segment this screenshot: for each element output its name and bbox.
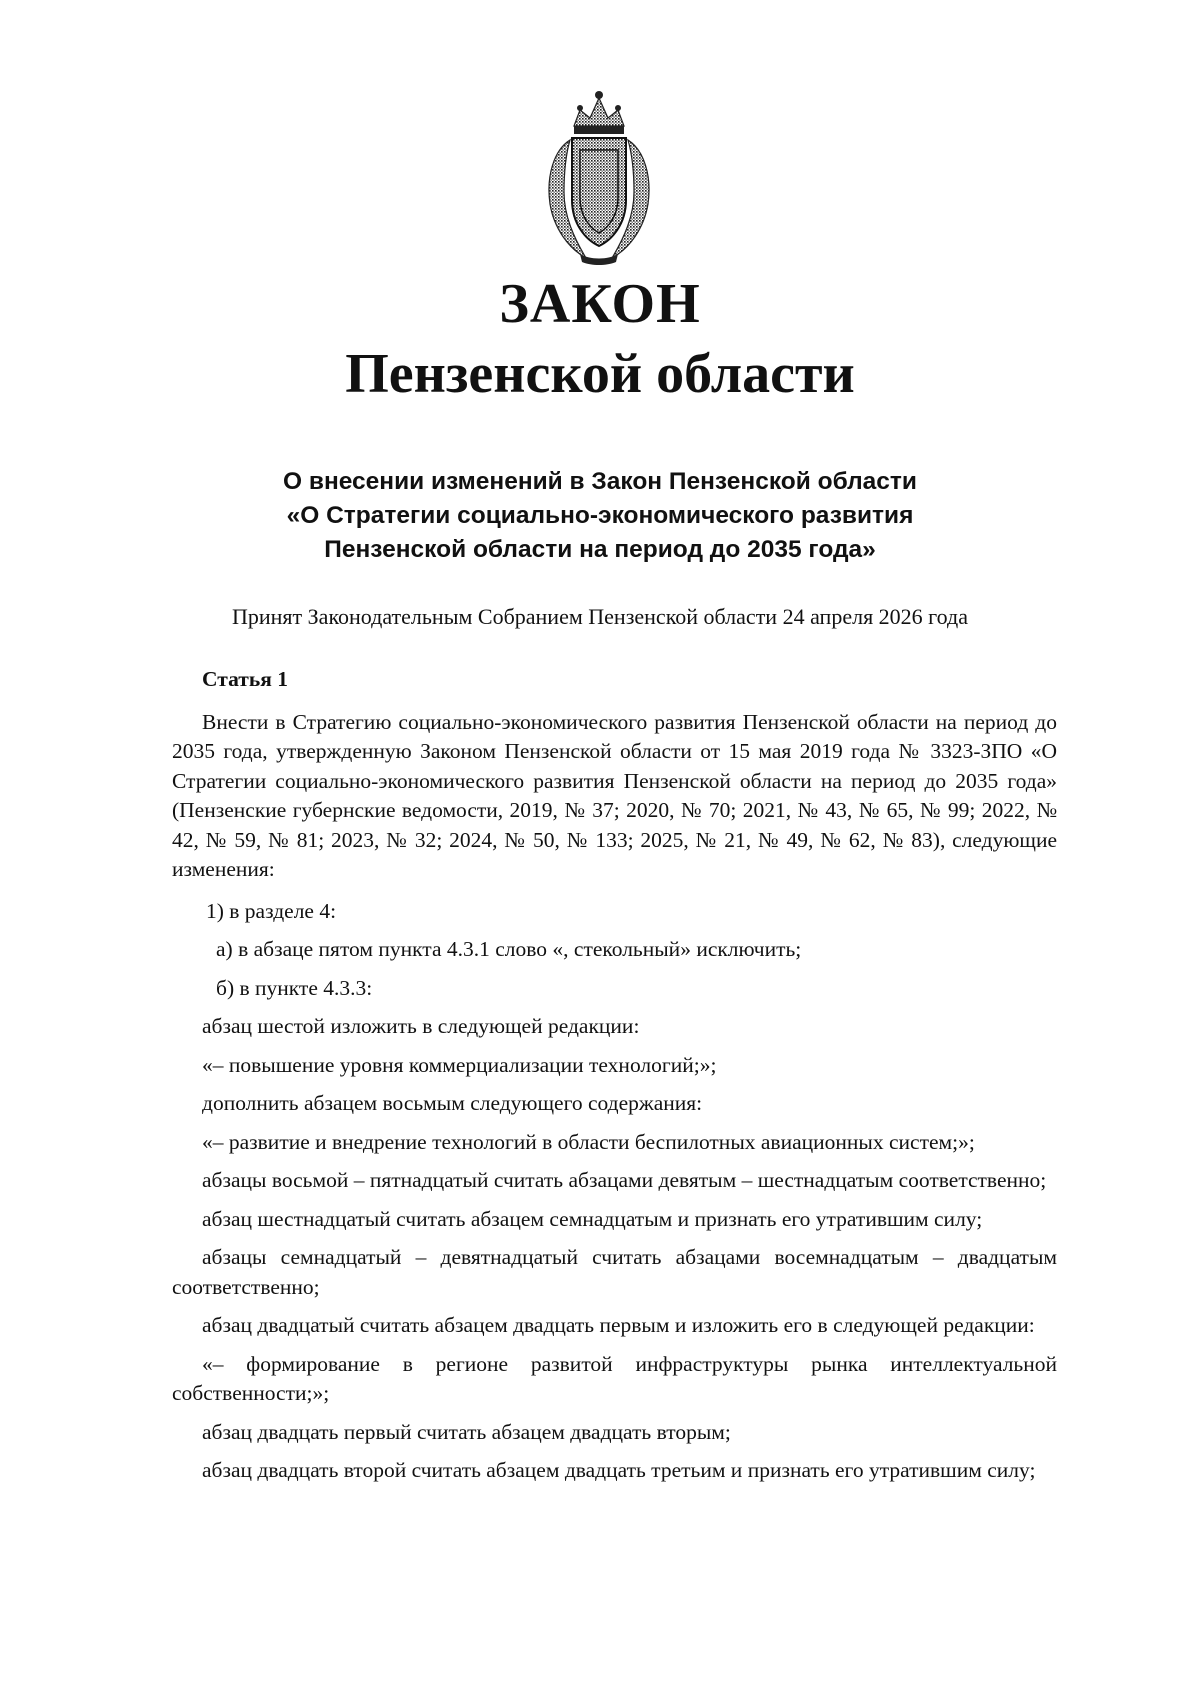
paragraph: «– повышение уровня коммерциализации технологий;»; [202,1052,717,1077]
article-heading: Статья 1 [202,667,288,691]
heading-line: «О Стратегии социально-экономического развития [286,502,914,529]
coat-of-arms-emblem [540,88,658,266]
heading-line: О внесении изменений в Закон Пензенской области [283,468,917,495]
law-subtitle: Пензенской области [345,343,855,405]
paragraph: «– развитие и внедрение технологий в области беспилотных авиационных систем;»; [202,1129,975,1154]
heading-line: Пензенской области на период до 2035 года» [324,536,876,563]
paragraph: абзац шестнадцатый считать абзацем семнадцатым и признать его утратившим силу; [202,1206,983,1231]
paragraph: абзацы семнадцатый – девятнадцатый считать абзацами восемнадцатым – двадцатым соответственно; [172,1245,1057,1299]
paragraph: абзац двадцатый считать абзацем двадцать первым и изложить его в следующей редакции: [202,1313,1035,1337]
paragraph: абзацы восьмой – пятнадцатый считать абзацами девятым – шестнадцатым соответственно; [202,1168,1047,1192]
list-item-1: 1) в разделе 4: [206,898,337,923]
document-heading [150,465,1050,567]
sub-item-a: а) в абзаце пятом пункта 4.3.1 слово «, стекольный» исключить; [216,937,802,961]
article-intro-paragraph: Внести в Стратегию социально-экономического развития Пензенской области на период до 2035 года, утвержденную Законом Пензенской области от 15 мая 2019 года № 3323-ЗПО «О Стратегии социально-экономического развития Пензенской области на период до 2035 года» (Пензенские губернские ведомости, 2019, № 37; 2020, № 70; 2021, № 43, № 65, № 99; 2022, № 42, № 59, № 81; 2023, № 32; 2024, № 50, № 133; 2025, № 21, № 49, № 62, № 83), следующие изменения: [172,709,1057,881]
paragraph: дополнить абзацем восьмым следующего содержания: [202,1091,703,1115]
paragraph: абзац шестой изложить в следующей редакции: [202,1014,640,1038]
paragraph: абзац двадцать второй считать абзацем двадцать третьим и признать его утратившим силу; [202,1458,1036,1482]
sub-item-b: б) в пункте 4.3.3: [216,975,373,1000]
paragraph: абзац двадцать первый считать абзацем двадцать вторым; [202,1419,731,1444]
law-title: ЗАКОН [499,273,701,335]
document-body [172,665,1057,1495]
adoption-note: Принят Законодательным Собранием Пензенской области 24 апреля 2026 года [231,604,968,629]
paragraph: «– формирование в регионе развитой инфраструктуры рынка интеллектуальной собственности;»; [172,1351,1057,1405]
